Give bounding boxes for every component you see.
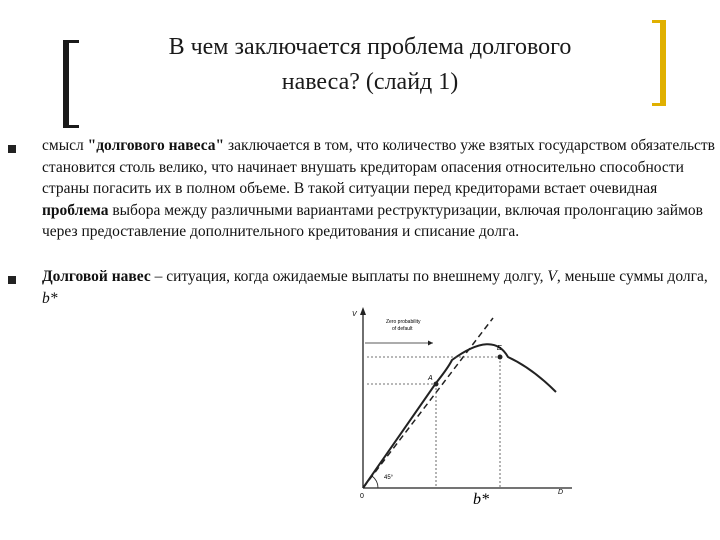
- bullet1-text-part1: смысл: [42, 137, 88, 154]
- slide-title: [100, 30, 640, 100]
- slide-title-line-2: навеса? (слайд 1): [281, 69, 459, 95]
- bullet1-text-part2: заключается в том, что количество уже взятых государством обязательств становится столь велико, что начинает внушать кредиторам опасения относительно способности страны погасить их в полном объеме. В такой ситуации перед кредиторами встает очевидная: [42, 137, 715, 197]
- graph-annotation-line-1: Zero probability: [386, 319, 421, 325]
- graph-point-e: [498, 355, 503, 360]
- graph-point-a: [434, 382, 439, 387]
- title-right-bracket: [652, 20, 666, 106]
- graph-x-axis-label: D: [558, 489, 564, 496]
- bullet-paragraph-1: [42, 135, 717, 243]
- graph-y-axis-label: V: [352, 311, 357, 318]
- bullet2-text-part1: – ситуация, когда ожидаемые выплаты по внешнему долгу,: [150, 268, 548, 285]
- slide-title-line-1: В чем заключается проблема долгового: [168, 34, 572, 60]
- graph-point-e-label: E: [497, 345, 502, 352]
- graph-angle-label: 45°: [384, 475, 394, 481]
- bullet2-bold-term: Долговой навес: [42, 268, 151, 285]
- bullet2-text-part2: , меньше суммы долга,: [556, 268, 708, 285]
- graph-b-star-label: b*: [473, 491, 489, 508]
- graph-expected-payment-curve: [363, 344, 556, 488]
- title-left-bracket: [63, 40, 79, 128]
- bullet-marker-1: [8, 145, 16, 153]
- bullet1-bold-term: "долгового навеса": [87, 137, 225, 154]
- graph-origin-label: 0: [360, 493, 364, 500]
- bullet2-italic-v: V: [547, 268, 557, 285]
- graph-annotation-line-2: of default: [392, 326, 413, 332]
- bullet-marker-2: [8, 276, 16, 284]
- graph-point-a-label: A: [428, 375, 433, 382]
- graph-angle-arc: [372, 476, 378, 488]
- bullet1-bold-problem: проблема: [42, 201, 109, 219]
- graph-annotation-arrowhead-icon: [428, 341, 433, 346]
- debt-overhang-graph: [340, 290, 580, 515]
- bullet2-italic-bstar: b*: [42, 289, 58, 307]
- graph-y-axis-arrow-icon: [360, 307, 366, 315]
- bullet1-text-part3: выбора между различными вариантами реструктуризации, включая пролонгацию займов через предоставление дополнительного кредитования и списание долга.: [42, 201, 703, 240]
